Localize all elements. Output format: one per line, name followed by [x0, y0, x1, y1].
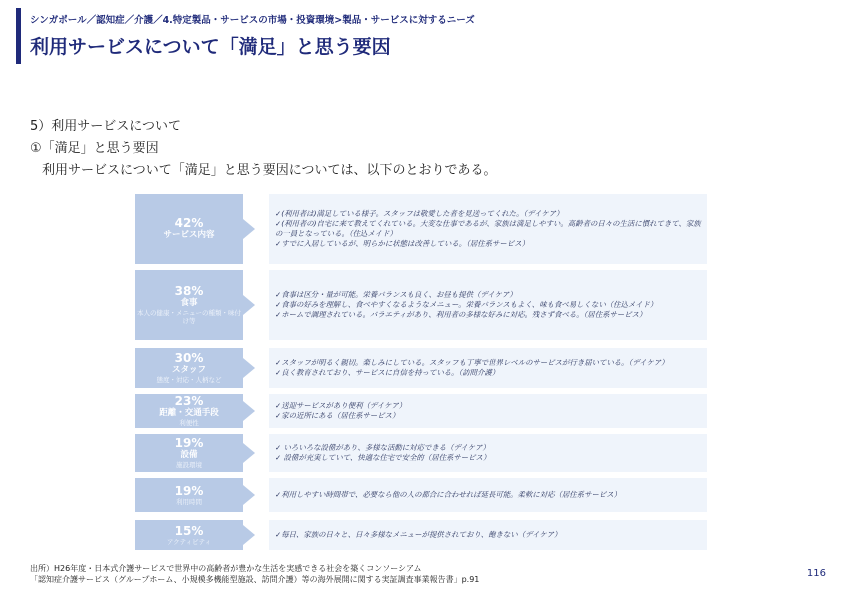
factor-note: 施設環境 [176, 461, 202, 469]
source-line: 出所）H26年度・日本式介護サービスで世界中の高齢者が豊かな生活を実感できる社会を築くコンソーシアム [30, 564, 422, 573]
factor-comments [269, 270, 707, 340]
factor-row [135, 478, 707, 512]
source-note [30, 563, 479, 585]
factor-percent: 38% [174, 284, 204, 298]
source-line: 「認知症介護サービス（グループホーム、小規模多機能型施設、訪問介護）等の海外展開に関する実証調査事業報告書」p.91 [30, 575, 480, 584]
factor-label [135, 394, 243, 428]
section-subheading: ①「満足」と思う要因 [30, 141, 159, 156]
factor-category: 食事 [180, 298, 198, 308]
comment-item: ✓利用しやすい時間帯で、必要なら他の人の都合に合わせれば延長可能。柔軟に対応（居住系サービス） [275, 490, 622, 499]
factor-row [135, 434, 707, 472]
factor-comments [269, 434, 707, 472]
factor-label [135, 478, 243, 512]
section-text [30, 116, 496, 182]
page-number: 116 [806, 568, 826, 579]
title-accent-bar [16, 8, 21, 64]
section-intro: 利用サービスについて「満足」と思う要因については、以下のとおりである。 [42, 163, 497, 178]
factor-category: サービス内容 [163, 230, 215, 240]
factor-comments [269, 478, 707, 512]
factor-label [135, 434, 243, 472]
factor-row [135, 194, 707, 264]
factor-label [135, 194, 243, 264]
comment-item: ✓(利用者の)自宅に来て教えてくれている。大変な仕事であるが、家族は満足しやすい。高齢者の日々の生活に慣れてきて、家族の一員となっている。（住込メイド） [275, 219, 701, 238]
comment-item: ✓毎日、家族の日々と、日々多様なメニューが提供されており、飽きない（デイケア） [275, 530, 562, 539]
factor-row [135, 520, 707, 550]
factor-note: 利用時間 [176, 497, 202, 506]
factor-label [135, 520, 243, 550]
factor-note: アクティビティ [166, 537, 212, 546]
factor-percent: 15% [174, 523, 204, 538]
comment-item: ✓ホームで調理されている。バラエティがあり、利用者の多様な好みに対応。残さず食べる。（居住系サービス） [275, 310, 647, 319]
factor-percent: 19% [174, 436, 204, 450]
section-heading: 5）利用サービスについて [30, 119, 182, 134]
factor-note: 本人の健康・メニューの種類・味付け等 [137, 309, 241, 325]
factor-category: 設備 [180, 450, 198, 460]
breadcrumb: シンガポール／認知症／介護／4.特定製品・サービスの市場・投資環境>製品・サービスに対するニーズ [30, 15, 475, 26]
comment-item: ✓ いろいろな設備があり、多様な活動に対応できる（デイケア） [275, 443, 490, 452]
factor-category: 距離・交通手段 [159, 408, 219, 418]
factor-percent: 30% [174, 351, 204, 365]
comment-item: ✓食事は区分・量が可能。栄養バランスも良く、お昼も提供（デイケア） [275, 290, 517, 299]
factor-comments [269, 348, 707, 388]
factor-row [135, 394, 707, 428]
comment-item: ✓良く教育されており、サービスに自信を持っている。（訪問介護） [275, 368, 500, 377]
factor-note: 利便性 [179, 419, 199, 427]
factor-label [135, 348, 243, 388]
factor-row [135, 348, 707, 388]
factor-row [135, 270, 707, 340]
comment-item: ✓スタッフが明るく親切。楽しみにしている。スタッフも丁寧で世界レベルのサービスが行き届いている。（デイケア） [275, 358, 669, 367]
comment-item: ✓家の近所にある（居住系サービス） [275, 411, 400, 420]
factor-comments [269, 194, 707, 264]
comment-item: ✓送迎サービスがあり便利（デイケア） [275, 401, 407, 410]
factor-category: スタッフ [171, 365, 206, 375]
factor-comments [269, 520, 707, 550]
page-title: 利用サービスについて「満足」と思う要因 [30, 36, 391, 58]
factor-comments [269, 394, 707, 428]
factor-percent: 19% [174, 483, 204, 498]
factor-label [135, 270, 243, 340]
factor-percent: 42% [174, 216, 204, 230]
factor-note: 態度・対応・人柄など [156, 376, 222, 384]
comment-item: ✓すでに入居しているが、明らかに状態は改善している。（居住系サービス） [275, 239, 529, 248]
factor-percent: 23% [174, 394, 204, 408]
comment-item: ✓(利用者は)満足している様子。スタッフは敬愛した者を見送ってくれた。（デイケア） [275, 209, 564, 218]
comment-item: ✓ 設備が充実していて、快適な住宅で安全的（居住系サービス） [275, 453, 491, 462]
comment-item: ✓食事の好みを理解し、食べやすくなるようなメニュー。栄養バランスもよく、味も食べ易しくない（住込メイド） [275, 300, 658, 309]
